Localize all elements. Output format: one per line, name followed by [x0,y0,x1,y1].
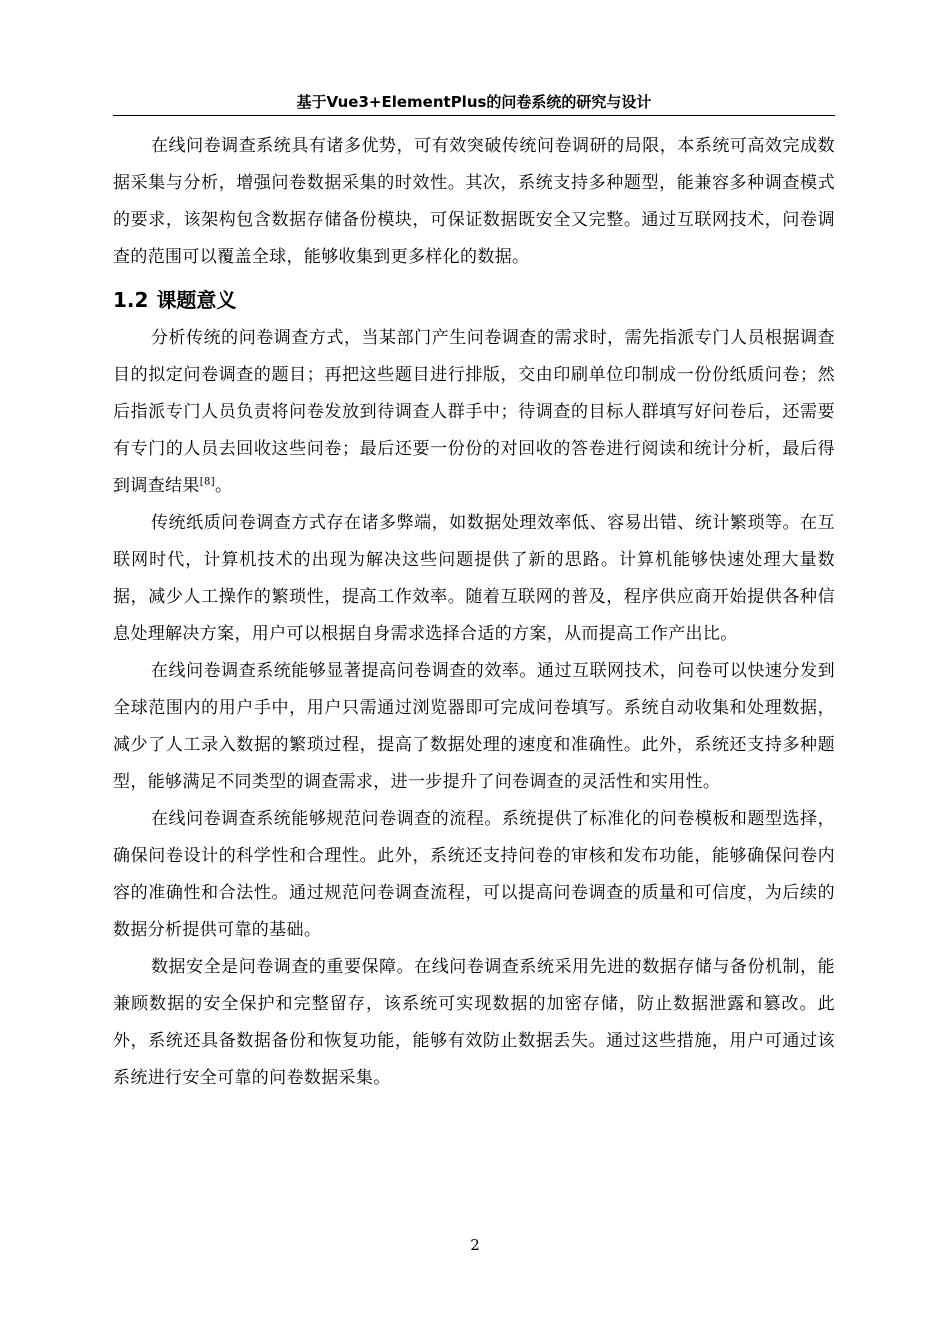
section-number: 1.2 [113,288,149,312]
header-rule [113,115,835,116]
section-heading [113,280,835,320]
page-number: 2 [470,1236,480,1254]
section-paragraph-4: 在线问卷调查系统能够规范问卷调查的流程。系统提供了标准化的问卷模板和题型选择，确保问卷设计的科学性和合理性。此外，系统还支持问卷的审核和发布功能，能够确保问卷内容的准确性和合法性。通过规范问卷调查流程，可以提高问卷调查的质量和可信度，为后续的数据分析提供可靠的基础。 [113,809,835,940]
paragraph-1-ending: 。 [214,476,233,496]
section-paragraph-1 [113,320,835,505]
section-paragraph-5: 数据安全是问卷调查的重要保障。在线问卷调查系统采用先进的数据存储与备份机制，能兼顾数据的安全保护和完整留存，该系统可实现数据的加密存储，防止数据泄露和篡改。此外，系统还具备数据备份和恢复功能，能够有效防止数据丢失。通过这些措施，用户可通过该系统进行安全可靠的问卷数据采集。 [113,957,835,1088]
citation-reference: [8] [199,476,215,488]
running-header: 基于Vue3+ElementPlus的问卷系统的研究与设计 [296,93,652,111]
section-title: 课题意义 [156,288,237,312]
section-paragraph-3: 在线问卷调查系统能够显著提高问卷调查的效率。通过互联网技术，问卷可以快速分发到全球范围内的用户手中，用户只需通过浏览器即可完成问卷填写。系统自动收集和处理数据，减少了人工录入数据的繁琐过程，提高了数据处理的速度和准确性。此外，系统还支持多种题型，能够满足不同类型的调查需求，进一步提升了问卷调查的灵活性和实用性。 [113,661,835,792]
page-body [113,128,835,1097]
intro-paragraph: 在线问卷调查系统具有诸多优势，可有效突破传统问卷调研的局限，本系统可高效完成数据采集与分析，增强问卷数据采集的时效性。其次，系统支持多种题型，能兼容多种调查模式的要求，该架构包含数据存储备份模块，可保证数据既安全又完整。通过互联网技术，问卷调查的范围可以覆盖全球，能够收集到更多样化的数据。 [113,136,835,267]
section-paragraph-2: 传统纸质问卷调查方式存在诸多弊端，如数据处理效率低、容易出错、统计繁琐等。在互联网时代，计算机技术的出现为解决这些问题提供了新的思路。计算机能够快速处理大量数据，减少人工操作的繁琐性，提高工作效率。随着互联网的普及，程序供应商开始提供各种信息处理解决方案，用户可以根据自身需求选择合适的方案，从而提高工作产出比。 [113,513,835,644]
paragraph-1-text: 分析传统的问卷调查方式，当某部门产生问卷调查的需求时，需先指派专门人员根据调查目的拟定问卷调查的题目；再把这些题目进行排版，交由印刷单位印制成一份份纸质问卷；然后指派专门人员负责将问卷发放到待调查人群手中；待调查的目标人群填写好问卷后，还需要有专门的人员去回收这些问卷；最后还要一份份的对回收的答卷进行阅读和统计分析，最后得到调查结果 [113,328,835,496]
